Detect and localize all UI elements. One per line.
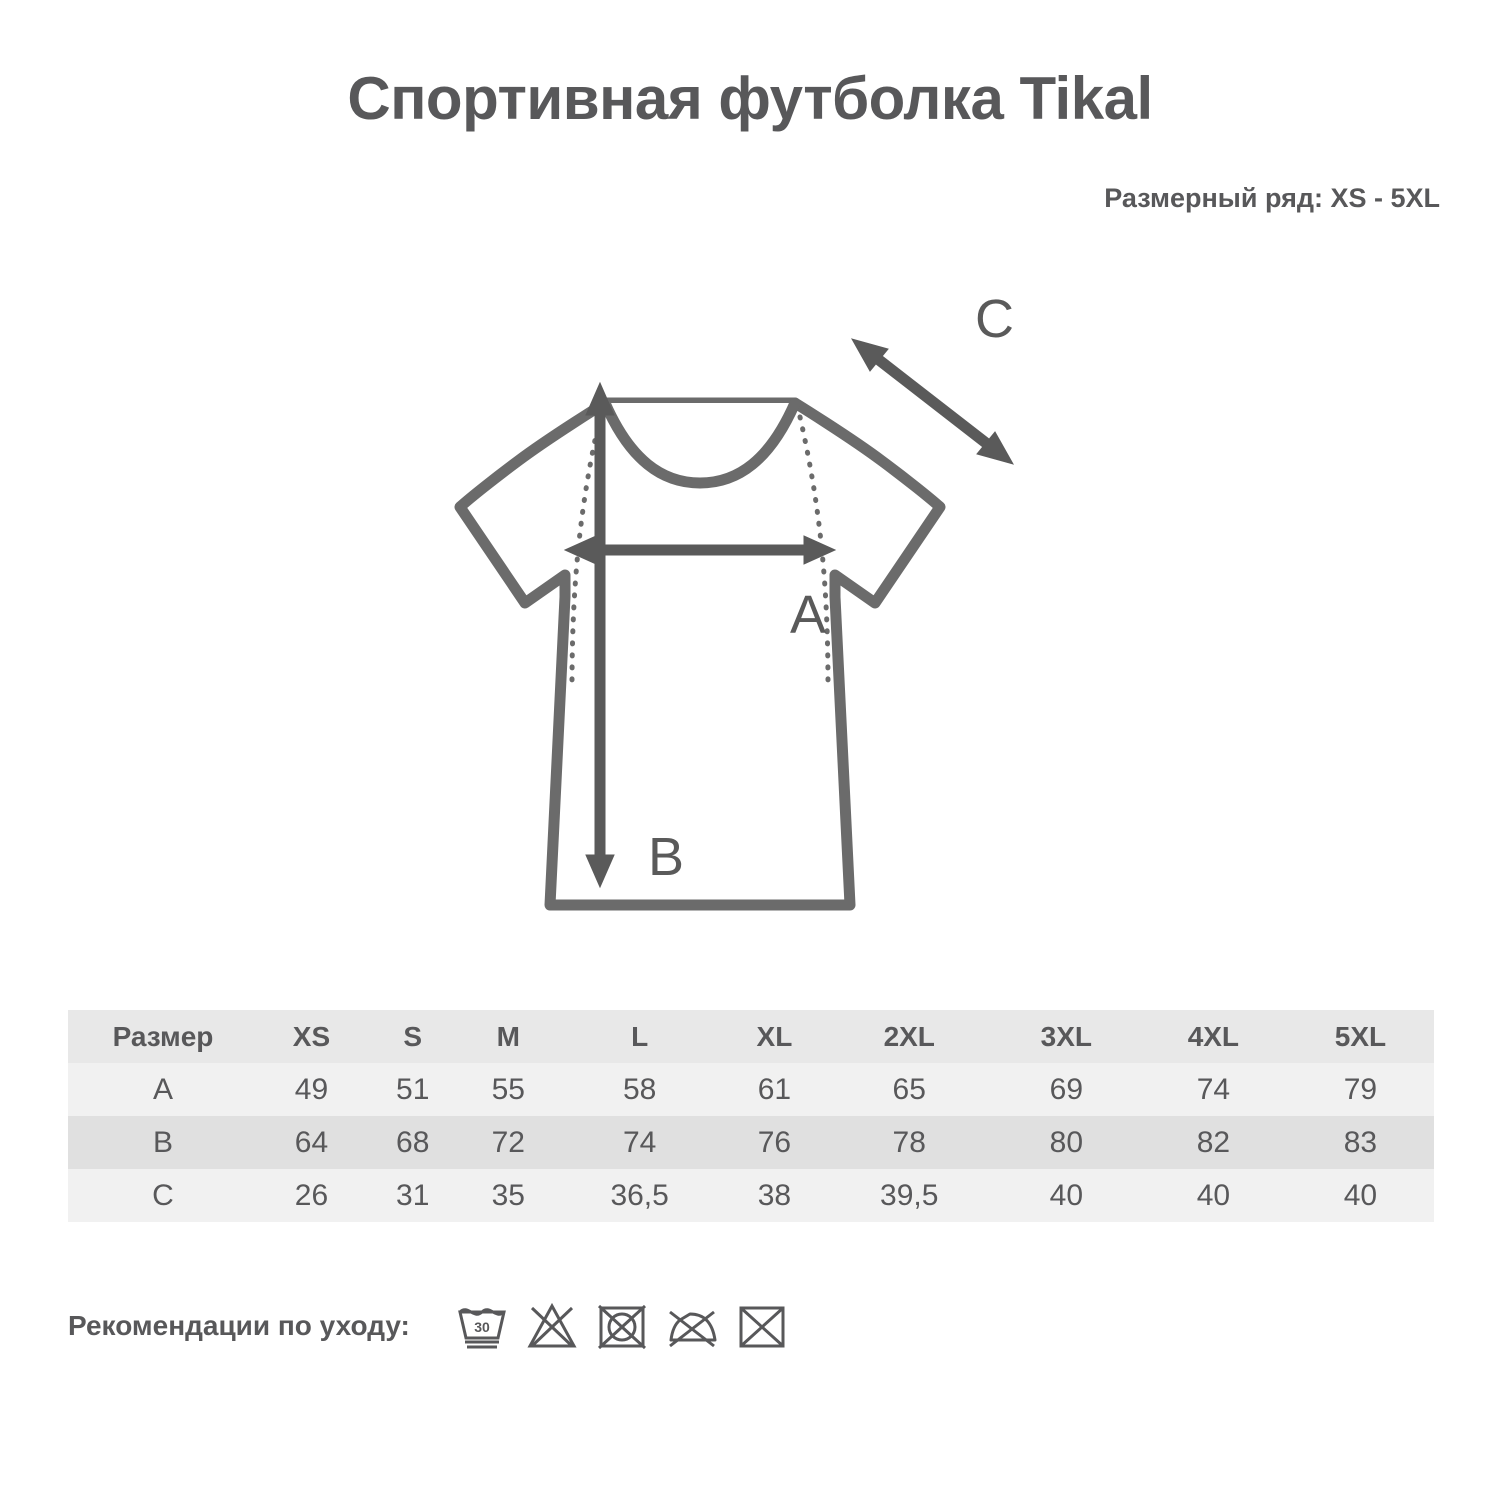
cell-a-4xl: 74 [1140, 1063, 1287, 1116]
table-header-xl: XL [723, 1010, 825, 1063]
do-not-bleach-icon [524, 1298, 580, 1354]
label-a: A [790, 585, 827, 645]
table-header-5xl: 5XL [1287, 1010, 1434, 1063]
table-row [68, 1063, 1434, 1116]
table-header-l: L [556, 1010, 723, 1063]
do-not-dry-clean-icon [734, 1298, 790, 1354]
cell-b-l: 74 [556, 1116, 723, 1169]
cell-c-m: 35 [461, 1169, 557, 1222]
cell-a-xl: 61 [723, 1063, 825, 1116]
page-title: Спортивная футболка Tikal [347, 65, 1153, 132]
wash-temperature-text: 30 [474, 1319, 490, 1335]
do-not-tumble-dry-icon [594, 1298, 650, 1354]
cell-b-3xl: 80 [993, 1116, 1140, 1169]
care-icon-list [454, 1298, 790, 1354]
row-label-b: B [68, 1116, 258, 1169]
do-not-iron-icon [664, 1298, 720, 1354]
table-row [68, 1116, 1434, 1169]
cell-a-5xl: 79 [1287, 1063, 1434, 1116]
row-label-c: C [68, 1169, 258, 1222]
cell-b-xl: 76 [723, 1116, 825, 1169]
table-header-m: M [461, 1010, 557, 1063]
cell-a-l: 58 [556, 1063, 723, 1116]
cell-c-l: 36,5 [556, 1169, 723, 1222]
table-header-2xl: 2XL [826, 1010, 993, 1063]
cell-c-2xl: 39,5 [826, 1169, 993, 1222]
label-c: C [975, 289, 1014, 349]
cell-c-s: 31 [365, 1169, 461, 1222]
cell-b-xs: 64 [258, 1116, 365, 1169]
row-label-a: A [68, 1063, 258, 1116]
table-header-s: S [365, 1010, 461, 1063]
cell-c-xs: 26 [258, 1169, 365, 1222]
table-header-4xl: 4XL [1140, 1010, 1287, 1063]
label-b: B [648, 827, 685, 887]
size-table [68, 1010, 1434, 1222]
size-range-subtitle: Размерный ряд: XS - 5XL [1104, 183, 1440, 213]
cell-c-5xl: 40 [1287, 1169, 1434, 1222]
cell-a-2xl: 65 [826, 1063, 993, 1116]
care-label: Рекомендации по уходу: [68, 1310, 410, 1341]
table-row [68, 1169, 1434, 1222]
cell-c-3xl: 40 [993, 1169, 1140, 1222]
table-header-3xl: 3XL [993, 1010, 1140, 1063]
cell-c-xl: 38 [723, 1169, 825, 1222]
cell-b-s: 68 [365, 1116, 461, 1169]
cell-b-4xl: 82 [1140, 1116, 1287, 1169]
cell-a-m: 55 [461, 1063, 557, 1116]
cell-c-4xl: 40 [1140, 1169, 1287, 1222]
table-header-size: Размер [68, 1010, 258, 1063]
cell-b-5xl: 83 [1287, 1116, 1434, 1169]
cell-a-xs: 49 [258, 1063, 365, 1116]
care-instructions [68, 1298, 790, 1354]
wash-30-icon [454, 1298, 510, 1354]
cell-b-2xl: 78 [826, 1116, 993, 1169]
table-header-row [68, 1010, 1434, 1063]
cell-b-m: 72 [461, 1116, 557, 1169]
tshirt-diagram [400, 255, 1100, 955]
cell-a-3xl: 69 [993, 1063, 1140, 1116]
cell-a-s: 51 [365, 1063, 461, 1116]
table-header-xs: XS [258, 1010, 365, 1063]
